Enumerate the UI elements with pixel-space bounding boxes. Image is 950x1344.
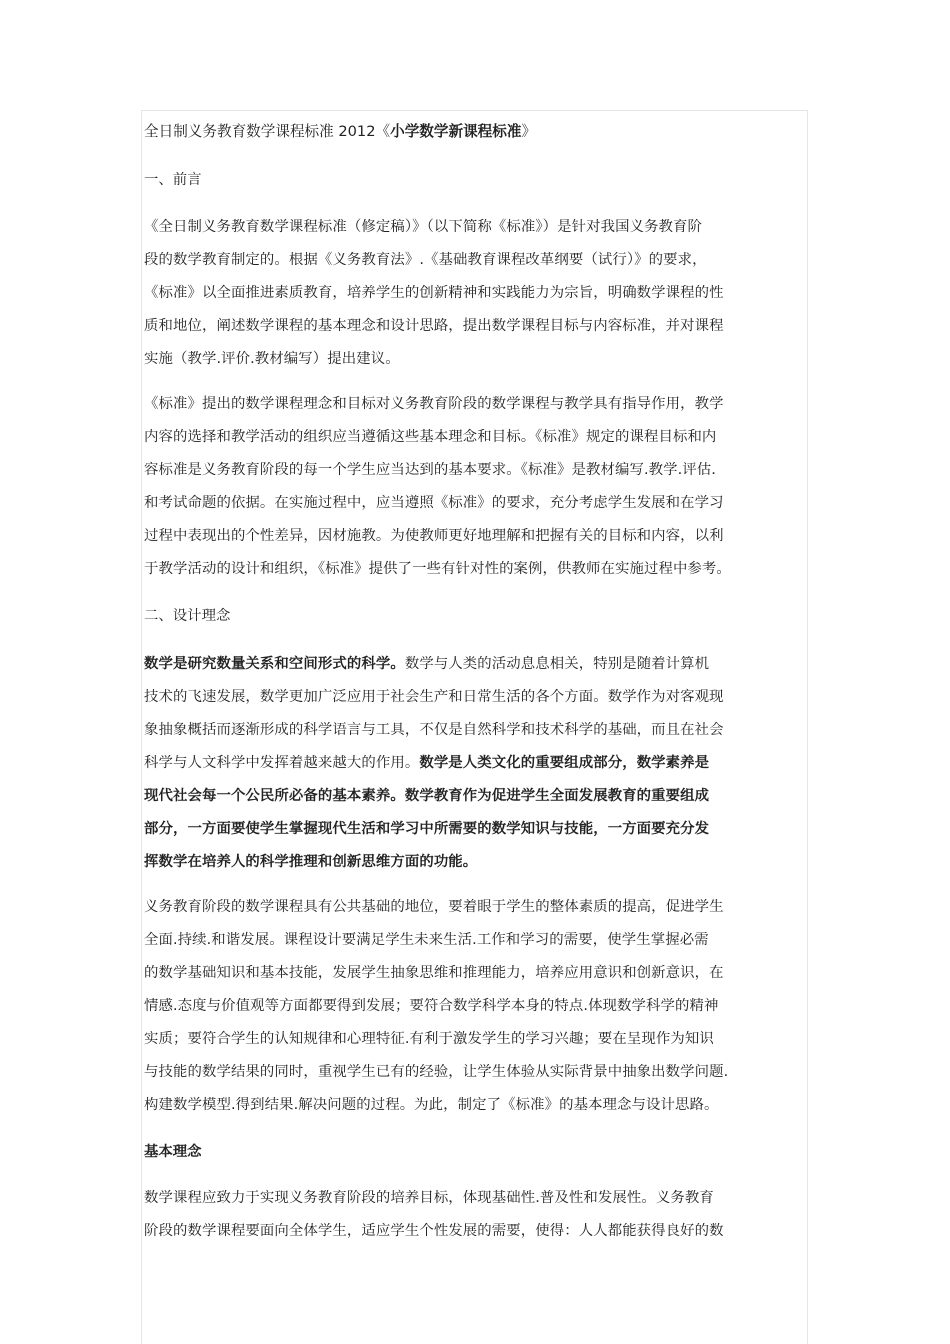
text-line: 构建数学模型.得到结果.解决问题的过程。为此，制定了《标准》的基本理念与设计思路。	[144, 1097, 719, 1113]
text-line: 义务教育阶段的数学课程具有公共基础的地位，要着眼于学生的整体素质的提高，促进学生	[144, 899, 724, 915]
text-line	[144, 747, 808, 780]
preface-paragraph-1	[144, 211, 808, 376]
document-title	[144, 118, 808, 146]
text-line: 情感.态度与价值观等方面都要得到发展；要符合数学科学本身的特点.体现数学科学的精神	[144, 998, 719, 1014]
text-line: 阶段的数学课程要面向全体学生，适应学生个性发展的需要，使得：人人都能获得良好的数	[144, 1223, 724, 1239]
text-line: 的数学基础知识和基本技能，发展学生抽象思维和推理能力，培养应用意识和创新意识，在	[144, 965, 724, 981]
text-line: 实施（教学.评价.教材编写）提出建议。	[144, 351, 400, 367]
text-line: 过程中表现出的个性差异，因材施教。为使教师更好地理解和把握有关的目标和内容，以利	[144, 528, 724, 544]
section-heading-design: 二、设计理念	[144, 608, 231, 624]
design-paragraph-2	[144, 891, 808, 1122]
text-line: 于教学活动的设计和组织，《标准》提供了一些有针对性的案例，供教师在实施过程中参考。	[144, 561, 731, 577]
text-line: 象抽象概括而逐渐形成的科学语言与工具，不仅是自然科学和技术科学的基础，而且在社会	[144, 722, 724, 738]
text-line: 《标准》以全面推进素质教育，培养学生的创新精神和实践能力为宗旨，明确数学课程的性	[144, 285, 724, 301]
text-line: 内容的选择和教学活动的组织应当遵循这些基本理念和目标。《标准》规定的课程目标和内	[144, 429, 717, 445]
section-heading-preface: 一、前言	[144, 172, 202, 188]
text-line	[144, 648, 808, 681]
title-prefix: 全日制义务教育数学课程标准 2012《	[144, 123, 391, 140]
text-line: 段的数学教育制定的。根据《义务教育法》.《基础教育课程改革纲要（试行）》的要求，	[144, 252, 707, 268]
document-body	[144, 118, 808, 1248]
text-line: 全面.持续.和谐发展。课程设计要满足学生未来生活.工作和学习的需要，使学生掌握必需	[144, 932, 709, 948]
title-suffix: 》	[521, 123, 537, 140]
text-line: 技术的飞速发展，数学更加广泛应用于社会生产和日常生活的各个方面。数学作为对客观现	[144, 689, 724, 705]
text-line: 挥数学在培养人的科学推理和创新思维方面的功能。	[144, 854, 478, 870]
text-line: 和考试命题的依据。在实施过程中，应当遵照《标准》的要求，充分考虑学生发展和在学习	[144, 495, 724, 511]
basic-concepts-paragraph-1	[144, 1182, 808, 1248]
section-heading-basic-concepts: 基本理念	[144, 1144, 202, 1160]
design-paragraph-1	[144, 648, 808, 879]
text-line: 质和地位，阐述数学课程的基本理念和设计思路，提出数学课程目标与内容标准，并对课程	[144, 318, 724, 334]
bold-text: 数学是人类文化的重要组成部分，数学素养是	[419, 755, 710, 771]
text-line: 与技能的数学结果的同时，重视学生已有的经验，让学生体验从实际背景中抽象出数学问题.	[144, 1064, 729, 1080]
text-line: 《全日制义务教育数学课程标准（修定稿）》（以下简称《标准》）是针对我国义务教育阶	[144, 219, 703, 235]
bold-text: 数学是研究数量关系和空间形式的科学。	[144, 656, 405, 672]
text-line: 《标准》提出的数学课程理念和目标对义务教育阶段的数学课程与教学具有指导作用，教学	[144, 396, 724, 412]
text-line: 容标准是义务教育阶段的每一个学生应当达到的基本要求。《标准》是教材编写.教学.评估.	[144, 462, 716, 478]
text-line: 部分，一方面要使学生掌握现代生活和学习中所需要的数学知识与技能，一方面要充分发	[144, 821, 710, 837]
text-run: 科学与人文科学中发挥着越来越大的作用。	[144, 755, 420, 771]
text-line: 实质；要符合学生的认知规律和心理特征.有利于激发学生的学习兴趣；要在呈现作为知识	[144, 1031, 714, 1047]
title-bold: 小学数学新课程标准	[390, 123, 522, 140]
preface-paragraph-2	[144, 388, 808, 586]
text-line: 现代社会每一个公民所必备的基本素养。数学教育作为促进学生全面发展教育的重要组成	[144, 788, 710, 804]
text-line: 数学课程应致力于实现义务教育阶段的培养目标，体现基础性.普及性和发展性。义务教育	[144, 1190, 714, 1206]
text-run: 数学与人类的活动息息相关，特别是随着计算机	[404, 656, 710, 672]
